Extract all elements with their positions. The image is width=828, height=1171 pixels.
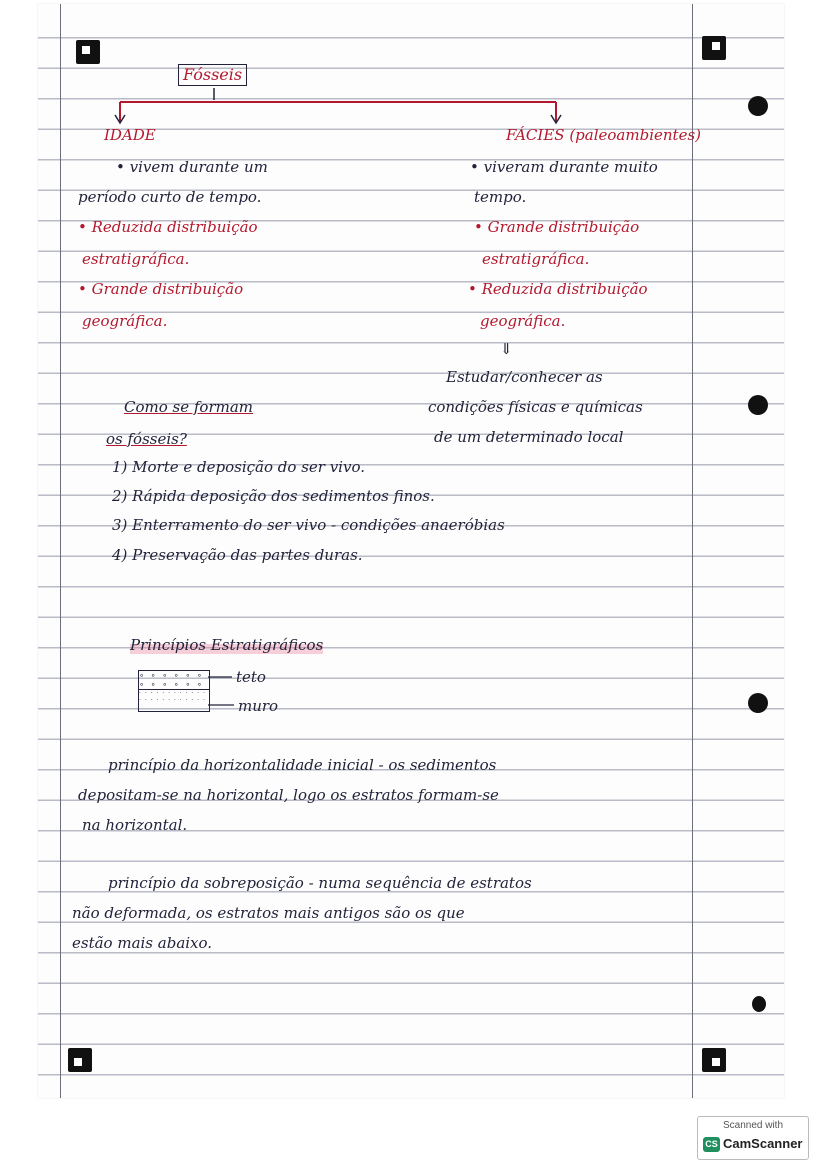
facies-line: tempo. (474, 188, 527, 206)
strata-bottom-layer: · · · · · · · · · · · · · · · · · · · · · · · · (139, 690, 206, 704)
formation-step: 3) Enterramento do ser vivo - condições anaeróbias (112, 516, 505, 534)
horizontalidade-line: depositam-se na horizontal, logo os estratos formam-se (78, 786, 499, 804)
question-line: os fósseis? (106, 430, 187, 448)
binder-hole (748, 395, 768, 415)
idade-heading: IDADE (104, 126, 156, 144)
camscanner-logo-icon: CS (703, 1137, 720, 1152)
formation-step: 1) Morte e deposição do ser vivo. (112, 458, 365, 476)
idade-line: período curto de tempo. (78, 188, 262, 206)
teto-label: teto (236, 668, 266, 686)
study-line: Estudar/conhecer as (446, 368, 603, 386)
facies-line: estratigráfica. (482, 250, 590, 268)
right-margin-line (692, 4, 693, 1098)
horizontalidade-line: princípio da horizontalidade inicial - os sedimentos (108, 756, 497, 774)
question-line: Como se formam (124, 398, 254, 416)
binder-hole (748, 693, 768, 713)
sobreposicao-line: princípio da sobreposição - numa sequência de estratos (108, 874, 532, 892)
facies-line: • Reduzida distribuição (468, 280, 648, 298)
idade-line: • Reduzida distribuição (78, 218, 258, 236)
principles-heading: Princípios Estratigráficos (130, 636, 324, 654)
camscanner-name: CamScanner (723, 1136, 803, 1151)
muro-label: muro (238, 697, 279, 715)
binder-hole (752, 996, 766, 1012)
corner-marker-bottom-left (68, 1048, 92, 1072)
facies-line: • viveram durante muito (470, 158, 658, 176)
strata-diagram (138, 670, 210, 712)
strata-top-layer: ∘ ∘ ∘ ∘ ∘ ∘ ∘ ∘ ∘ ∘ ∘ ∘ (139, 671, 209, 690)
sobreposicao-line: não deformada, os estratos mais antigos são os que (72, 904, 465, 922)
corner-marker-bottom-right (702, 1048, 726, 1072)
idade-line: estratigráfica. (82, 250, 190, 268)
camscanner-watermark (697, 1116, 809, 1160)
study-line: condições físicas e químicas (428, 398, 643, 416)
scanned-with-text: Scanned with (722, 1120, 784, 1131)
formation-step: 4) Preservação das partes duras. (112, 546, 363, 564)
idade-line: • vivem durante um (116, 158, 268, 176)
facies-line: • Grande distribuição (474, 218, 640, 236)
down-arrow: ⇓ (500, 340, 513, 358)
idade-line: • Grande distribuição (78, 280, 244, 298)
facies-line: geográfica. (480, 312, 566, 330)
sobreposicao-line: estão mais abaixo. (72, 934, 213, 952)
page-title: Fósseis (178, 64, 247, 86)
formation-step: 2) Rápida deposição dos sedimentos finos. (112, 487, 435, 505)
horizontalidade-line: na horizontal. (82, 816, 188, 834)
left-margin-line (60, 4, 61, 1098)
idade-line: geográfica. (82, 312, 168, 330)
study-line: de um determinado local (434, 428, 624, 446)
facies-heading: FÁCIES (paleoambientes) (506, 126, 701, 144)
